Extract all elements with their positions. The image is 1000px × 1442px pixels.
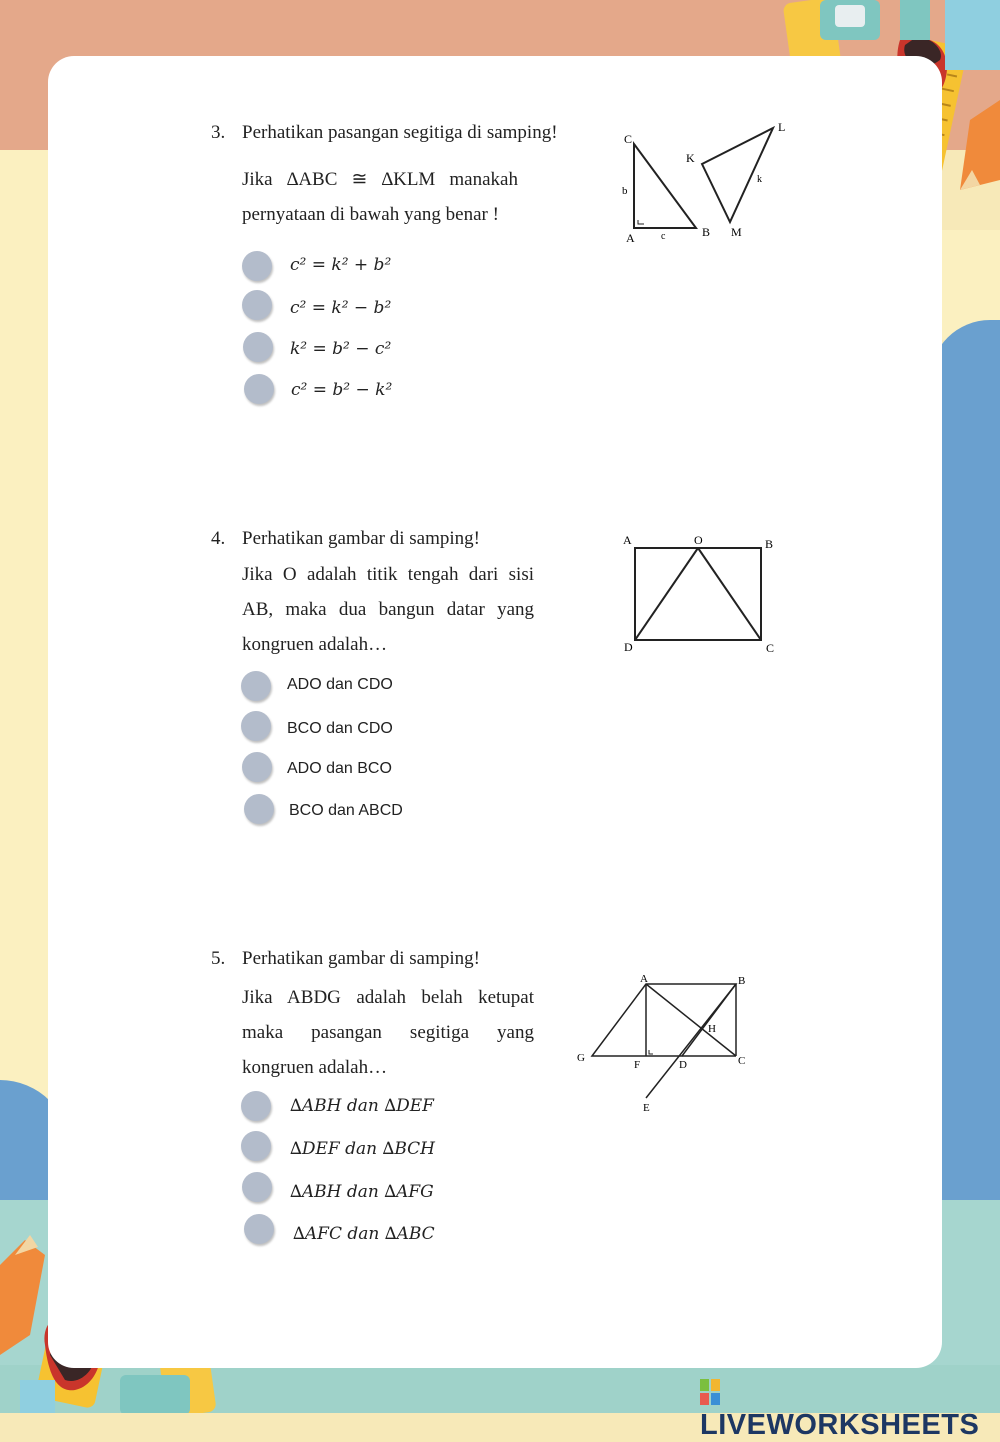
label-C: C [624, 132, 633, 146]
option-label-d: BCO dan ABCD [289, 802, 403, 819]
option-label-d: c² = b² − k² [291, 380, 393, 400]
option-radio-b[interactable] [241, 1131, 271, 1161]
option-radio-a[interactable] [241, 671, 271, 701]
option-radio-d[interactable] [244, 374, 274, 404]
label-M: M [731, 225, 742, 239]
option-radio-a[interactable] [241, 1091, 271, 1121]
figure-rectangle-abcd [618, 530, 788, 658]
option-label-b: ∆DEF dan ∆BCH [290, 1139, 435, 1159]
liveworksheets-logo[interactable] [700, 1376, 1000, 1442]
option-label-b: c² = k² − b² [290, 298, 392, 318]
figure-triangles-abc-klm [618, 116, 798, 250]
option-label-b: BCO dan CDO [287, 720, 393, 737]
option-radio-d[interactable] [244, 1214, 274, 1244]
label-k: k [757, 174, 762, 185]
question-text: Jika O adalah titik tengah dari sisi AB, maka dua bangun datar yang kongruen adalah… [242, 564, 534, 655]
label-O: O [694, 533, 703, 547]
label-C: C [766, 641, 775, 655]
label-D: D [624, 640, 633, 654]
liveworksheets-logo-icon [700, 1379, 720, 1405]
label-K: K [686, 151, 695, 165]
question-number: 3. [211, 122, 226, 143]
option-radio-c[interactable] [242, 1172, 272, 1202]
option-label-c: k² = b² − c² [290, 339, 392, 359]
option-label-c: ADO dan BCO [287, 760, 392, 777]
option-label-a: c² = k² + b² [290, 255, 392, 275]
figure-rhombus-abdg [572, 968, 762, 1118]
option-radio-c[interactable] [242, 752, 272, 782]
option-label-a: ADO dan CDO [287, 676, 393, 693]
option-label-c: ∆ABH dan ∆AFG [290, 1182, 434, 1202]
label-F: F [634, 1059, 641, 1071]
question-number: 4. [211, 528, 226, 549]
option-radio-a[interactable] [242, 251, 272, 281]
label-E: E [643, 1102, 650, 1114]
question-text: Jika ∆ABC ≅ ∆KLM manakah pernyataan di bawah yang benar ! [242, 169, 518, 225]
option-radio-c[interactable] [243, 332, 273, 362]
label-G: G [577, 1052, 585, 1064]
option-radio-b[interactable] [241, 711, 271, 741]
logo-text: LIVEWORKSHEETS [700, 1409, 980, 1441]
label-L: L [778, 120, 786, 134]
question-number: 5. [211, 948, 226, 969]
label-D: D [679, 1059, 687, 1071]
label-c: c [661, 231, 666, 242]
label-B: B [765, 537, 774, 551]
question-prompt: Perhatikan pasangan segitiga di samping! [242, 122, 558, 143]
question-prompt: Perhatikan gambar di samping! [242, 948, 480, 969]
label-C: C [738, 1055, 746, 1067]
question-text: Jika ABDG adalah belah ketupat maka pasangan segitiga yang kongruen adalah… [242, 987, 534, 1078]
label-A: A [626, 231, 635, 245]
option-radio-d[interactable] [244, 794, 274, 824]
label-b: b [622, 185, 628, 197]
label-H: H [708, 1023, 716, 1035]
option-radio-b[interactable] [242, 290, 272, 320]
question-prompt: Perhatikan gambar di samping! [242, 528, 480, 549]
label-A: A [640, 973, 648, 985]
label-A: A [623, 533, 632, 547]
label-B: B [738, 975, 746, 987]
option-label-a: ∆ABH dan ∆DEF [290, 1096, 434, 1116]
label-B: B [702, 225, 711, 239]
worksheet-page [48, 56, 942, 1368]
option-label-d: ∆AFC dan ∆ABC [293, 1224, 435, 1244]
